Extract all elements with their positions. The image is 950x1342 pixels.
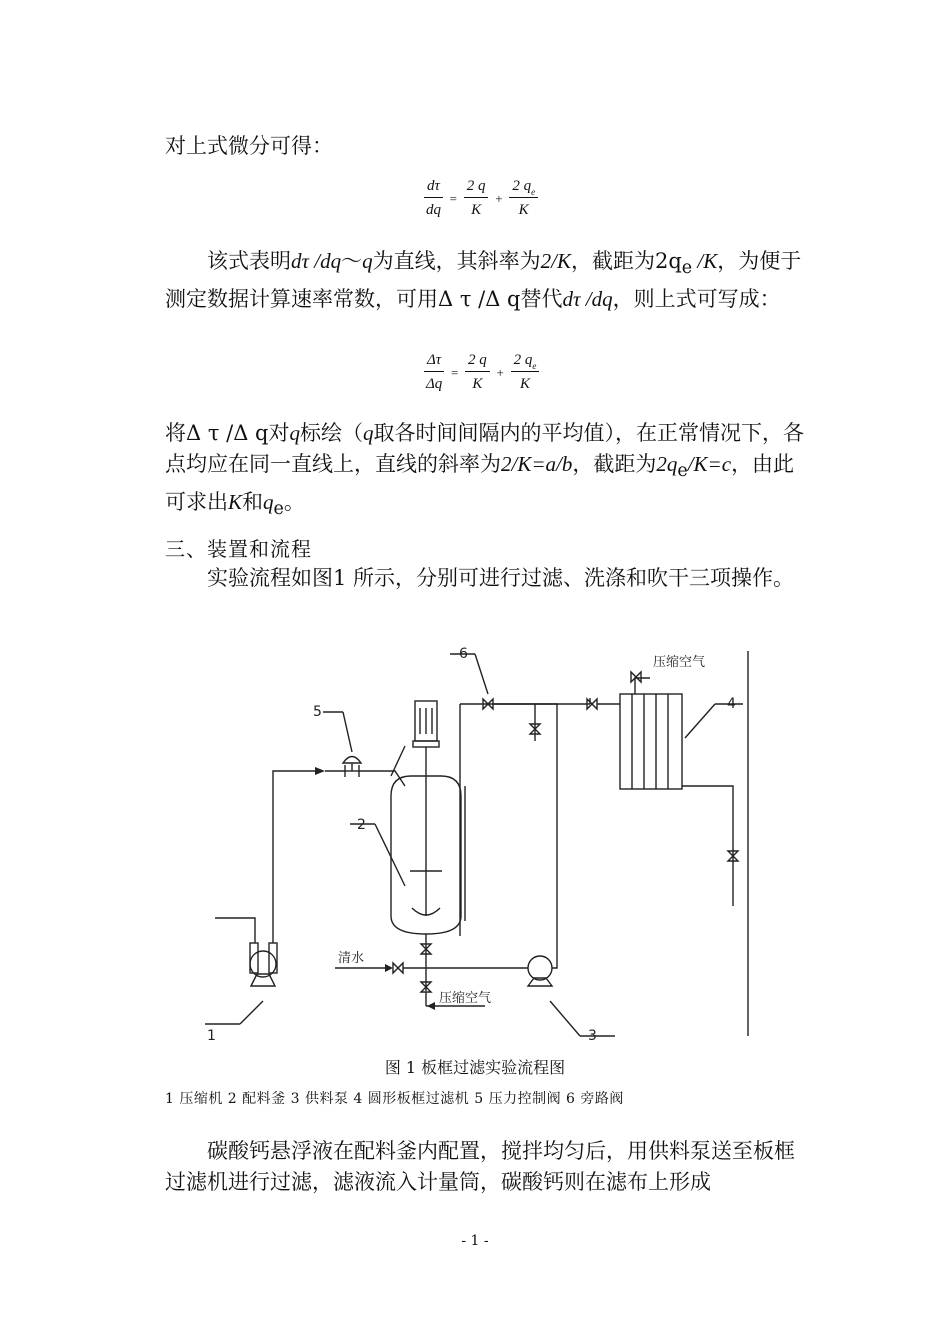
label-air-bottom: 压缩空气 — [439, 991, 492, 1006]
filtration-flow-diagram — [195, 646, 765, 1046]
text-span: ，截距为 — [570, 249, 655, 273]
label-6: 6 — [459, 646, 468, 662]
label1-leader — [240, 1001, 263, 1024]
valve5-dome — [343, 757, 361, 764]
eq1-subscript-e: e — [531, 187, 536, 197]
compressor-inlet-line — [215, 918, 255, 943]
air-arrow — [315, 767, 325, 775]
label4-leader — [685, 704, 715, 738]
math-span: q — [263, 490, 274, 515]
eq1-denominator-3: K — [518, 202, 529, 218]
text-span: 取各时间间隔内的平均值），在正常情况下，各点均应在同一直线上，直线的斜率为 — [165, 421, 804, 476]
text-span: 替代 — [520, 287, 563, 312]
eq1-numerator-1: dτ — [424, 178, 443, 198]
label-1: 1 — [207, 1028, 216, 1044]
eq1-plus: + — [495, 190, 503, 206]
math-span: 2q — [654, 249, 682, 273]
eq2-denominator-1: Δq — [425, 376, 443, 392]
equation-difference — [424, 352, 539, 393]
text-span: 。 — [283, 490, 305, 515]
compressor — [205, 771, 315, 1024]
eq1-numerator-3: 2 q — [512, 178, 532, 194]
math-span: 2/K=a/b — [501, 452, 573, 476]
math-span: /K=c — [687, 452, 732, 476]
paragraph-process-description: 碳酸钙悬浮液在配料釜内配置，搅拌均匀后，用供料泵送至板框过滤机进行过滤，滤液流入计量筒，碳酸钙则在滤布上形成 — [165, 1139, 795, 1194]
compressor-base — [251, 974, 275, 986]
math-subscript: e — [273, 499, 284, 520]
label-5: 5 — [313, 704, 322, 720]
math-span: dτ /dq — [562, 287, 613, 312]
math-subscript: e — [681, 258, 693, 279]
compressor-body — [250, 951, 276, 977]
water-arrow — [385, 964, 393, 972]
label-air-top: 压缩空气 — [653, 655, 706, 670]
bypass-valve — [450, 654, 620, 741]
figure-legend: 1 压缩机 2 配料釜 3 供料泵 4 圆形板框过滤机 5 压力控制阀 6 旁路阀 — [165, 1091, 624, 1107]
eq2-numerator-3: 2 q — [513, 352, 533, 368]
pump-body — [528, 956, 552, 980]
fraction-Dtau-Dq — [424, 352, 444, 393]
air-bottom-arrow — [427, 1002, 435, 1010]
page-number: - 1 - — [461, 1233, 489, 1249]
eq1-equals: = — [449, 190, 457, 206]
compressor-outlet-line — [273, 771, 315, 943]
label3-leader — [550, 1001, 580, 1036]
label-3: 3 — [588, 1028, 597, 1044]
filter-air-line — [635, 678, 650, 694]
text-span: 该式表明 — [207, 249, 291, 273]
paragraph-plotting — [165, 418, 805, 525]
eq2-denominator-3: K — [519, 376, 530, 392]
eq2-subscript-e: e — [532, 361, 537, 371]
text-span: ～ — [341, 249, 363, 273]
label2-leader — [375, 824, 405, 886]
math-span: q — [363, 421, 374, 445]
label-2: 2 — [357, 817, 366, 833]
math-span: K — [228, 490, 243, 515]
mixing-tank — [350, 701, 465, 992]
eq2-plus: + — [496, 364, 504, 380]
pressure-control-valve — [323, 712, 405, 786]
filter-body — [620, 694, 682, 789]
text-span: 将 — [165, 421, 186, 445]
plate-frame-filter — [620, 672, 743, 906]
text-span: 标绘（ — [300, 421, 363, 445]
text-span: 对 — [268, 421, 290, 445]
math-span: /K — [692, 249, 718, 273]
section-heading: 三、装置和流程 — [165, 537, 312, 561]
math-subscript: e — [677, 461, 688, 482]
filtrate-line — [682, 786, 733, 906]
filter-air-valve — [631, 672, 641, 682]
math-span: 2/K — [540, 249, 571, 273]
intro-text: 对上式微分可得： — [165, 134, 333, 158]
text-span: 和 — [242, 490, 264, 515]
math-span: Δ τ /Δ q — [438, 287, 521, 312]
figure-caption: 图 1 板框过滤实验流程图 — [384, 1058, 566, 1077]
math-span: 2q — [656, 452, 678, 476]
math-span: dτ /dq — [291, 249, 342, 273]
text-span: ，为便于测定数据计算速率常数，可用 — [165, 249, 802, 312]
fraction-2qe-K-2 — [511, 352, 540, 393]
label-water: 清水 — [338, 951, 365, 966]
fraction-2q-K — [464, 178, 489, 219]
paragraph-linear-relation — [165, 246, 805, 315]
text-span: ，由此可求出 — [165, 452, 795, 515]
label6-leader — [475, 654, 488, 694]
math-span: q — [362, 249, 373, 273]
fraction-2q-K-2 — [465, 352, 490, 393]
pump-discharge-line — [483, 704, 557, 968]
eq2-equals: = — [450, 364, 459, 380]
eq2-numerator-2: 2 q — [465, 352, 490, 372]
math-span: Δ τ /Δ q — [186, 421, 269, 445]
text-span: ，截距为 — [572, 452, 657, 476]
math-span: q — [289, 421, 300, 445]
eq1-denominator-1: dq — [425, 202, 441, 218]
label-4: 4 — [727, 696, 736, 712]
text-span: 为直线，其斜率为 — [372, 249, 541, 273]
label5-leader — [343, 712, 352, 752]
eq1-denominator-2: K — [471, 202, 482, 218]
fraction-2qe-K — [509, 178, 538, 219]
eq2-numerator-1: Δτ — [424, 352, 444, 372]
water-valve — [393, 963, 403, 973]
eq2-denominator-2: K — [472, 376, 483, 392]
feed-pump — [460, 704, 615, 1036]
equation-derivative — [424, 178, 538, 219]
paragraph-process-intro: 实验流程如图1 所示，分别可进行过滤、洗涤和吹干三项操作。 — [207, 566, 795, 590]
text-span: ，则上式可写成： — [612, 287, 781, 312]
pump-base — [528, 978, 552, 986]
motor-base — [413, 741, 439, 747]
eq1-numerator-2: 2 q — [464, 178, 489, 198]
tank-feed-pipe — [391, 746, 405, 776]
fraction-dtau-dq — [424, 178, 443, 219]
